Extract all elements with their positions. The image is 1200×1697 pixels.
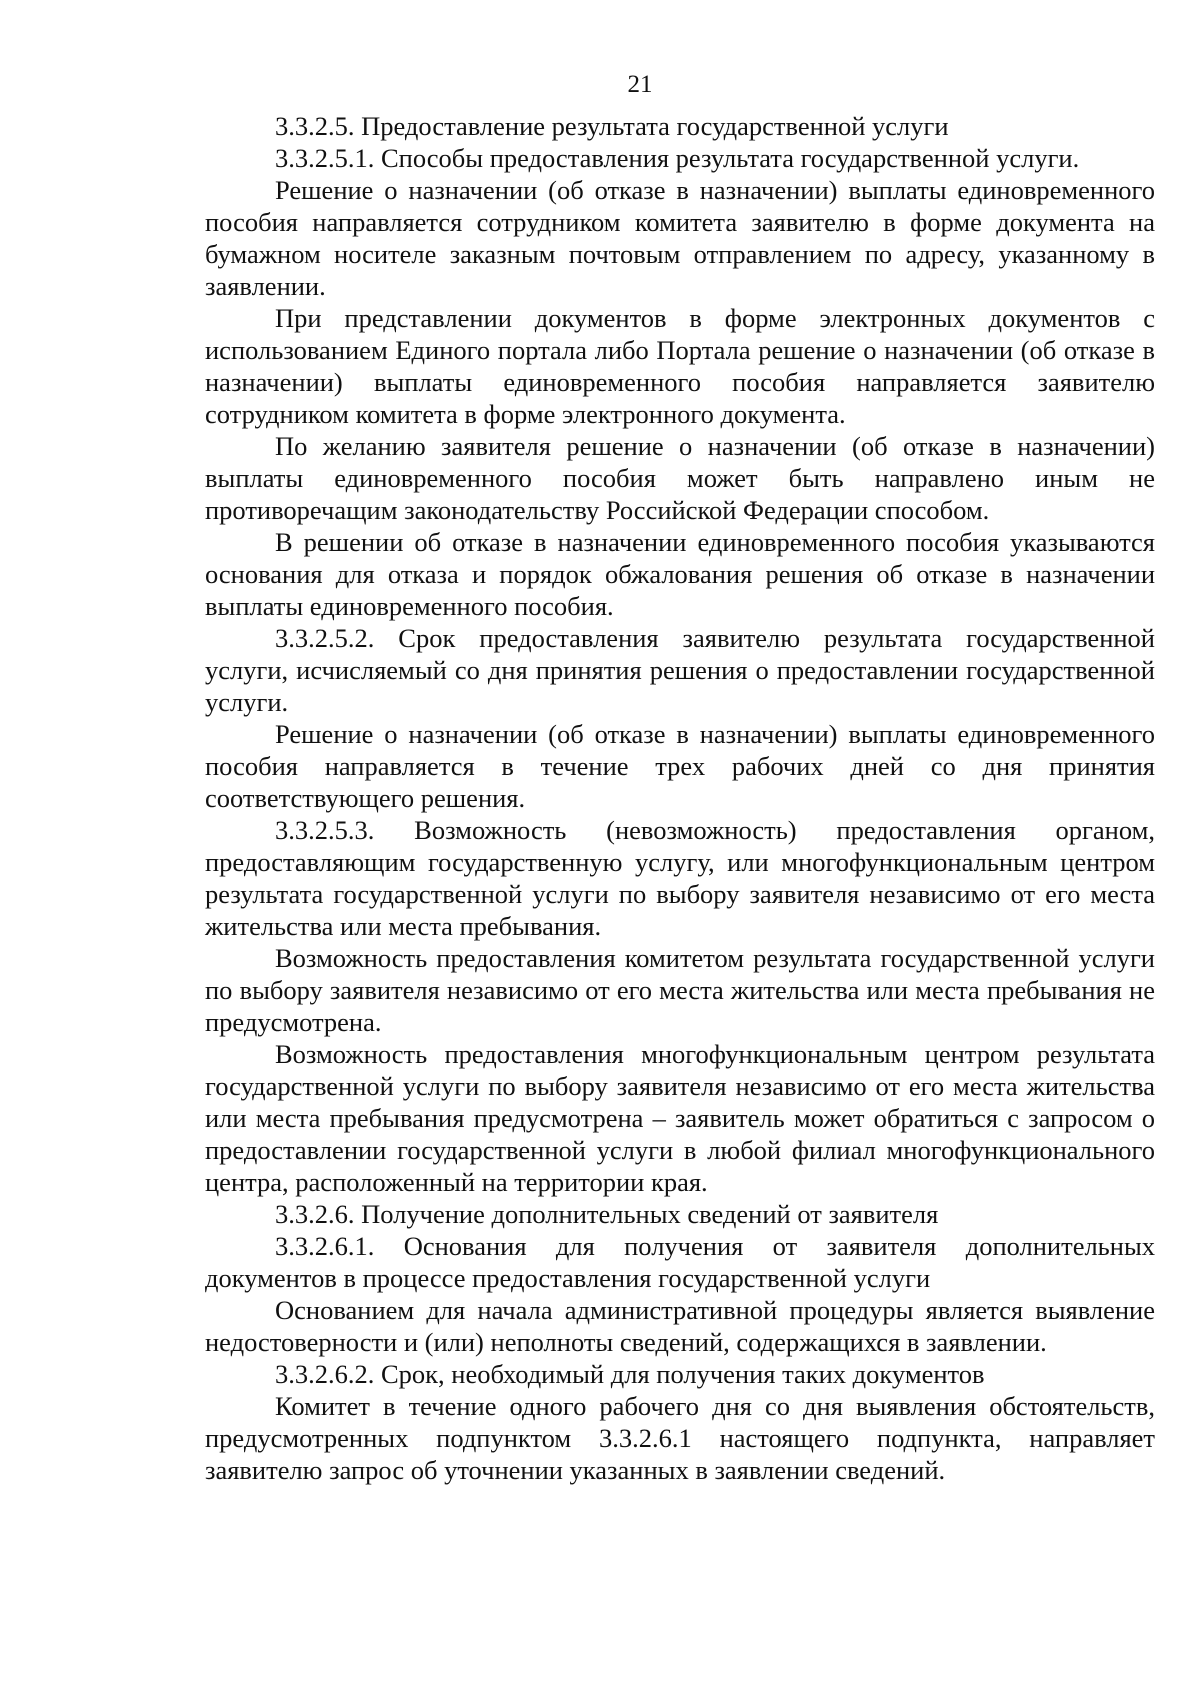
paragraph: По желанию заявителя решение о назначении (об отказе в назначении) выплаты единовременного пособия может быть направлено иным не противоречащим законодательству Российской Федерации способом. xyxy=(205,431,1155,525)
document-body xyxy=(205,110,1155,1486)
paragraph: Основанием для начала административной процедуры является выявление недостоверности и (или) неполноты сведений, содержащихся в заявлении. xyxy=(205,1295,1155,1357)
section-heading-3-3-2-6: 3.3.2.6. Получение дополнительных сведений от заявителя xyxy=(275,1199,939,1229)
paragraph: Решение о назначении (об отказе в назначении) выплаты единовременного пособия направляется сотрудником комитета заявителю в форме документа на бумажном носителе заказным почтовым отправлением по адресу, указанному в заявлении. xyxy=(205,175,1155,301)
paragraph: При представлении документов в форме электронных документов с использованием Единого портала либо Портала решение о назначении (об отказе в назначении) выплаты единовременного пособия направляется заявителю сотрудником комитета в форме электронного документа. xyxy=(205,303,1155,429)
section-heading-3-3-2-5: 3.3.2.5. Предоставление результата государственной услуги xyxy=(275,111,949,141)
subsection-heading-3-3-2-5-3: 3.3.2.5.3. Возможность (невозможность) предоставления органом, предоставляющим государственную услугу, или многофункциональным центром результата государственной услуги по выбору заявителя независимо от его места жительства или места пребывания. xyxy=(205,815,1155,941)
subsection-heading-3-3-2-5-2: 3.3.2.5.2. Срок предоставления заявителю результата государственной услуги, исчисляемый со дня принятия решения о предоставлении государственной услуги. xyxy=(205,623,1155,717)
paragraph: В решении об отказе в назначении единовременного пособия указываются основания для отказа и порядок обжалования решения об отказе в назначении выплаты единовременного пособия. xyxy=(205,527,1155,621)
paragraph: Возможность предоставления комитетом результата государственной услуги по выбору заявителя независимо от его места жительства или места пребывания не предусмотрена. xyxy=(205,943,1155,1037)
subsection-heading-3-3-2-5-1: 3.3.2.5.1. Способы предоставления результата государственной услуги. xyxy=(275,143,1080,173)
page-number: 21 xyxy=(627,71,653,98)
paragraph: Возможность предоставления многофункциональным центром результата государственной услуги по выбору заявителя независимо от его места жительства или места пребывания предусмотрена – заявитель может обратиться с запросом о предоставлении государственной услуги в любой филиал многофункционального центра, расположенный на территории края. xyxy=(205,1039,1155,1197)
paragraph: Комитет в течение одного рабочего дня со дня выявления обстоятельств, предусмотренных подпунктом 3.3.2.6.1 настоящего подпункта, направляет заявителю запрос об уточнении указанных в заявлении сведений. xyxy=(205,1391,1155,1485)
paragraph: Решение о назначении (об отказе в назначении) выплаты единовременного пособия направляется в течение трех рабочих дней со дня принятия соответствующего решения. xyxy=(205,719,1155,813)
subsection-heading-3-3-2-6-1: 3.3.2.6.1. Основания для получения от заявителя дополнительных документов в процессе предоставления государственной услуги xyxy=(205,1231,1155,1293)
subsection-heading-3-3-2-6-2: 3.3.2.6.2. Срок, необходимый для получения таких документов xyxy=(275,1359,985,1389)
